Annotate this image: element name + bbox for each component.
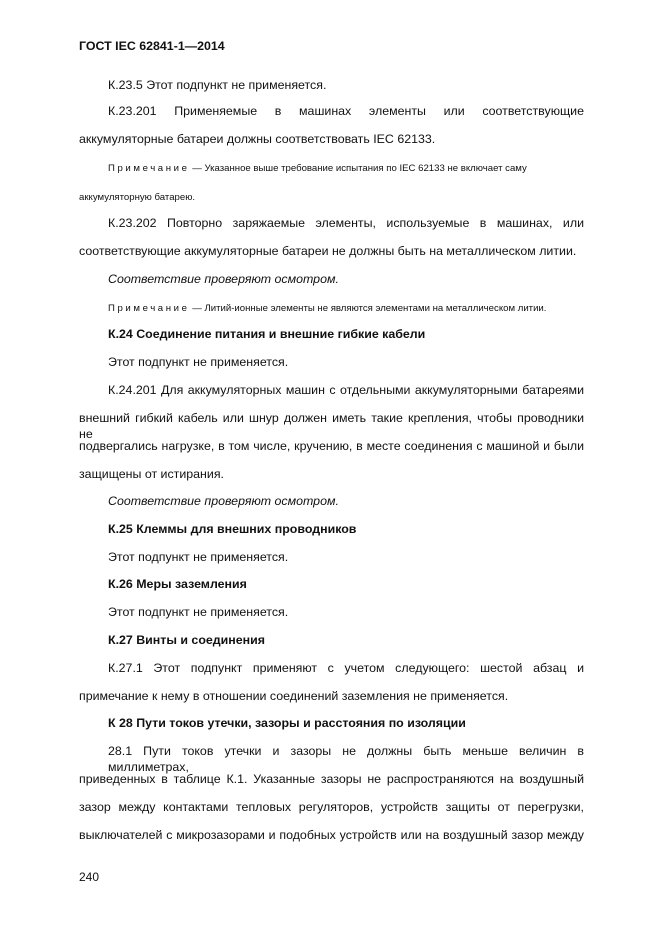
note-2-label: Примечание xyxy=(108,303,190,314)
note-2 xyxy=(108,301,584,317)
note-1-label: Примечание xyxy=(108,163,190,174)
paragraph-k25: Этот подпункт не применяется. xyxy=(108,550,289,564)
paragraph-k24-201-line2: внешний гибкий кабель или шнур должен иметь такие крепления, чтобы проводники не xyxy=(79,411,584,441)
note-1-text: — Указанное выше требование испытания по IEC 62133 не включает саму xyxy=(192,163,527,174)
heading-k26: К.26 Меры заземления xyxy=(108,577,247,591)
compliance-check-1: Соответствие проверяют осмотром. xyxy=(108,272,339,286)
paragraph-k24-201-line1: К.24.201 Для аккумуляторных машин с отдельными аккумуляторными батареями xyxy=(108,383,584,397)
page-number: 240 xyxy=(79,870,100,884)
paragraph-k24-201-line4: защищены от истирания. xyxy=(79,467,224,481)
paragraph-k24-201-line3: подвергались нагрузке, в том числе, кручению, в месте соединения с машиной и были xyxy=(79,439,584,453)
paragraph-k27-1-line1: К.27.1 Этот подпункт применяют с учетом следующего: шестой абзац и xyxy=(108,661,584,675)
document-header-title: ГОСТ IEC 62841-1—2014 xyxy=(79,39,225,53)
note-1-line1 xyxy=(108,161,584,177)
paragraph-k23-202-line1: К.23.202 Повторно заряжаемые элементы, используемые в машинах, или xyxy=(108,216,584,230)
paragraph-28-1-line1: 28.1 Пути токов утечки и зазоры не должны быть меньше величин в миллиметрах, xyxy=(108,744,584,774)
paragraph-k27-1-line2: примечание к нему в отношении соединений заземления не применяется. xyxy=(79,689,509,703)
note-2-text: — Литий-ионные элементы не являются элементами на металлическом литии. xyxy=(192,303,547,314)
heading-k28: К 28 Пути токов утечки, зазоры и расстояния по изоляции xyxy=(108,716,466,730)
paragraph-28-1-line2: приведенных в таблице К.1. Указанные зазоры не распространяются на воздушный xyxy=(79,772,584,786)
paragraph-k23-201-line2: аккумуляторные батареи должны соответствовать IEC 62133. xyxy=(79,132,436,146)
paragraph-k23-201-line1: К.23.201 Применяемые в машинах элементы или соответствующие xyxy=(108,104,584,118)
paragraph-k24: Этот подпункт не применяется. xyxy=(108,355,289,369)
paragraph-28-1-line3: зазор между контактами тепловых регуляторов, устройств защиты от перегрузки, xyxy=(79,800,584,814)
heading-k25: К.25 Клеммы для внешних проводников xyxy=(108,522,357,536)
heading-k27: К.27 Винты и соединения xyxy=(108,633,265,647)
paragraph-k26: Этот подпункт не применяется. xyxy=(108,605,289,619)
paragraph-k23-202-line2: соответствующие аккумуляторные батареи не должны быть на металлическом литии. xyxy=(79,244,577,258)
note-1-line2: аккумуляторную батарею. xyxy=(79,192,196,203)
compliance-check-2: Соответствие проверяют осмотром. xyxy=(108,494,339,508)
paragraph-k23-5: К.23.5 Этот подпункт не применяется. xyxy=(108,78,327,92)
paragraph-28-1-line4: выключателей с микрозазорами и подобных устройств или на воздушный зазор между xyxy=(79,828,584,842)
heading-k24: К.24 Соединение питания и внешние гибкие кабели xyxy=(108,327,426,341)
